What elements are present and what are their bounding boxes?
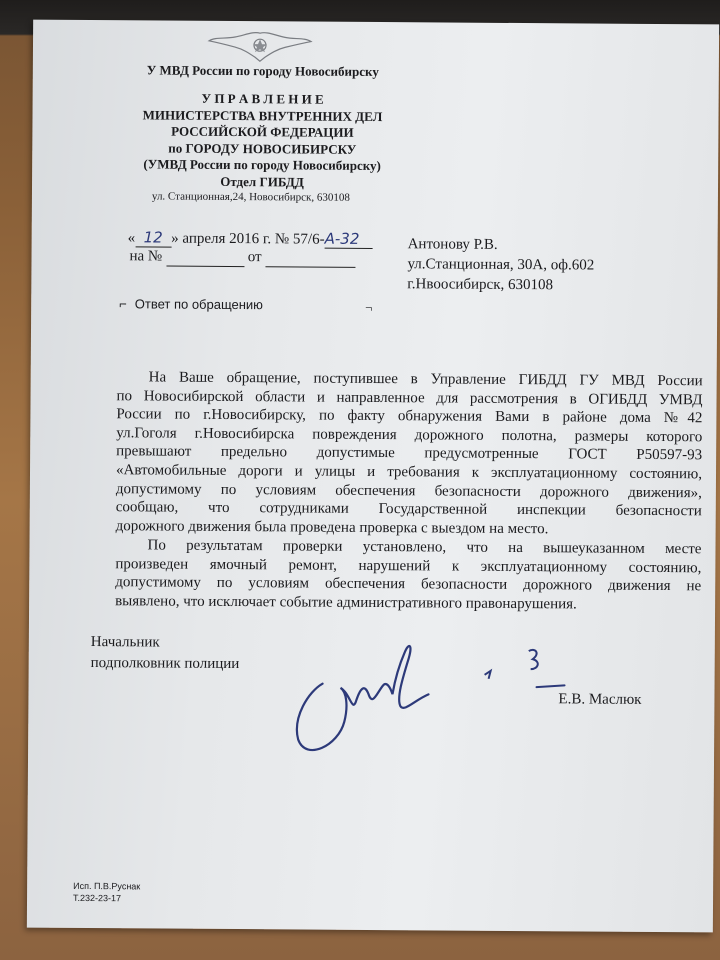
eagle-emblem-icon — [205, 27, 315, 66]
executor-phone: Т.232-23-17 — [73, 892, 122, 904]
subject-text: Ответ по обращению — [134, 296, 264, 313]
signatory-name: Е.В. Маслюк — [558, 691, 642, 708]
body-line: На Ваше обращение, поступившее в Управление ГИБДД ГУ МВД России — [148, 369, 703, 390]
executor-name: Исп. П.В.Руснак — [73, 880, 141, 892]
letterhead-line: РОССИЙСКОЙ ФЕДЕРАЦИИ — [171, 123, 354, 140]
subject-line: ⌐ Ответ по обращению — [119, 296, 264, 313]
signatory-title-line2: подполковник полиции — [90, 655, 240, 673]
letterhead-line: (УМВД России по городу Новосибирску) — [143, 156, 381, 174]
letterhead-line: Отдел ГИБДД — [220, 173, 304, 190]
ref-number-label: на № — [129, 248, 163, 265]
body-line: России по г.Новосибирску, по факту обнаружения Вами в районе дома №42 — [116, 406, 703, 427]
body-line: допустимому по условиям обеспечения безопасности дорожного движения», — [115, 480, 702, 501]
recipient-block — [407, 234, 594, 295]
letterhead-block — [32, 90, 493, 192]
body-line: сообщаю, что сотрудниками Государственной инспекции безопасности — [115, 499, 702, 520]
registration-date-line: « 12 » апреля 2016 г. № 57/6-А-32 — [128, 228, 373, 249]
recipient-city: г.Нвоосибирск, 630108 — [407, 276, 554, 294]
handwritten-day: 12 — [135, 228, 171, 247]
body-line: произведен ямочный ремонт, нарушений к эксплуатационному состоянию, — [115, 555, 702, 576]
body-line: «Автомобильные дороги и улицы и требования к эксплуатационному состоянию, — [115, 462, 703, 483]
body-line: превышают предельно допустимые предусмотренные ГОСТ Р50597-93 — [116, 443, 703, 464]
ref-number-blank — [166, 249, 244, 268]
letterhead-line: МИНИСТЕРСТВА ВНУТРЕННИХ ДЕЛ — [142, 106, 383, 124]
body-paragraph-1 — [116, 368, 703, 539]
body-paragraph-2 — [115, 536, 702, 614]
registration-ref-line — [129, 248, 355, 268]
footer-executor-block — [73, 880, 140, 904]
letter-sheet — [27, 20, 719, 933]
handwritten-number: А-32 — [325, 230, 373, 249]
body-line: По результатам проверки установлено, что на вышеуказанном месте — [147, 537, 702, 558]
letterhead-top-line: У МВД России по городу Новосибирску — [146, 62, 379, 80]
subject-bracket-right: ¬ — [365, 299, 373, 315]
ref-date-blank — [265, 249, 355, 268]
letterhead-line: по ГОРОДУ НОВОСИБИРСКУ — [168, 140, 357, 157]
recipient-name: Антонову Р.В. — [407, 236, 498, 253]
signatory-title-line1: Начальник — [90, 634, 160, 651]
body-line: дорожного движения была проведена проверка с выездом на место. — [115, 517, 549, 537]
signatory-title — [91, 632, 240, 675]
handwritten-signature-icon — [278, 621, 579, 773]
letterhead-line: У П Р А В Л Е Н И Е — [201, 90, 324, 107]
registration-number-prefix: № 57/6- — [274, 231, 325, 248]
registration-date: апреля 2016 г. — [182, 230, 272, 248]
body-line: выявлено, что исключает событие административного правонарушения. — [115, 592, 577, 613]
ref-from-label: от — [247, 249, 262, 266]
letterhead-address: ул. Станционная,24, Новосибирск, 630108 — [151, 190, 350, 204]
body-line: по Новосибирской области и направленное для рассмотрения в ОГИБДД УМВД — [116, 387, 703, 408]
body-line: допустимому по условиям обеспечения безопасности дорожного движения не — [115, 574, 702, 595]
body-line: ул.Гоголя г.Новосибирска повреждения дорожного полотна, размеры которого — [116, 424, 703, 446]
recipient-street: ул.Станционная, 30А, оф.602 — [407, 256, 595, 274]
